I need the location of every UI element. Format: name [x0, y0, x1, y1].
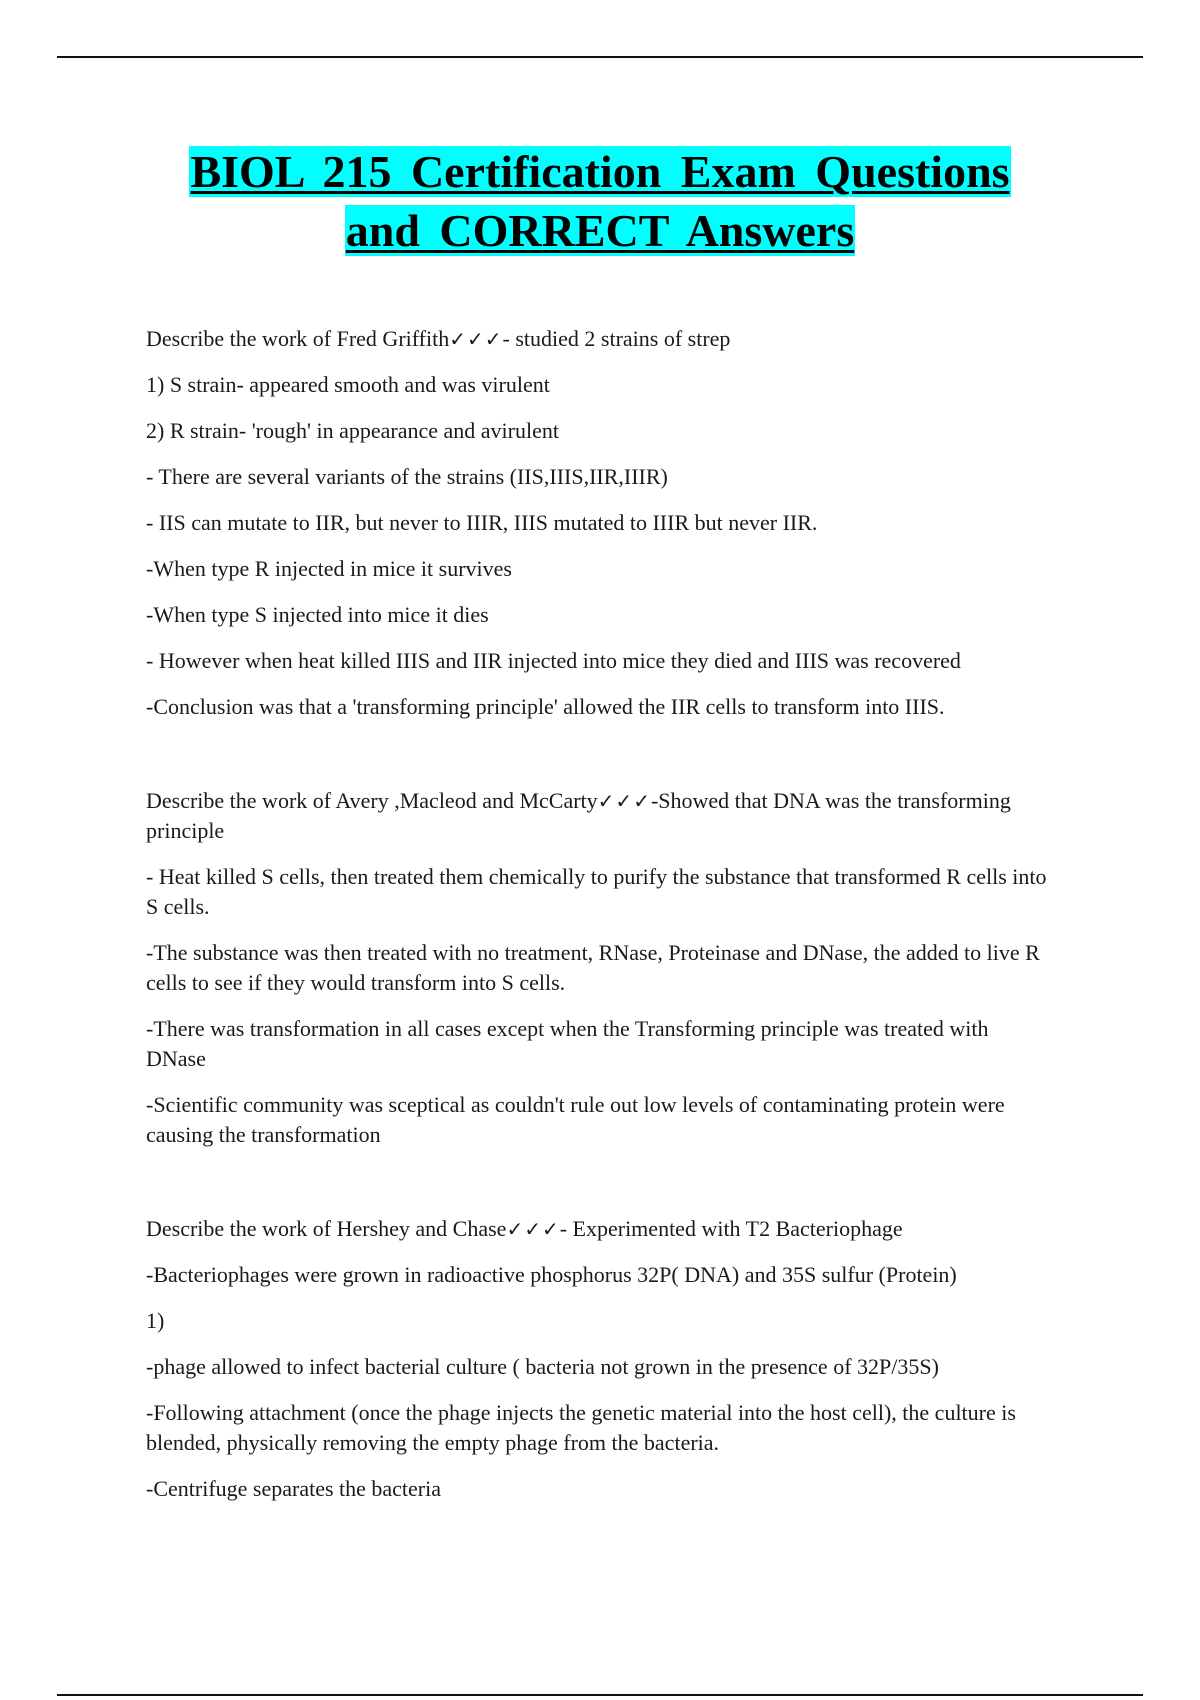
- answer-line: 1): [146, 1308, 165, 1333]
- document-body: [146, 324, 1052, 1520]
- answer-line: -The substance was then treated with no treatment, RNase, Proteinase and DNase, the added to live R cells to see if they would transform into S cells.: [146, 940, 1046, 995]
- question-line: [146, 324, 1052, 354]
- qa-section-griffith: [146, 324, 1052, 722]
- answer-line: -When type S injected into mice it dies: [146, 602, 489, 627]
- document-title: [0, 142, 1200, 260]
- question-text: Describe the work of Fred Griffith: [146, 326, 450, 351]
- page-bottom-rule: [57, 1694, 1143, 1696]
- answer-line: -Centrifuge separates the bacteria: [146, 1476, 442, 1501]
- qa-section-hershey-chase: [146, 1214, 1052, 1504]
- page-top-rule: [57, 56, 1143, 58]
- checkmark-icon: ✓✓✓: [506, 1217, 560, 1241]
- checkmark-icon: ✓✓✓: [449, 327, 503, 351]
- answer-line: -Conclusion was that a 'transforming principle' allowed the IIR cells to transform into IIIS.: [146, 694, 945, 719]
- checkmark-icon: ✓✓✓: [597, 789, 651, 813]
- question-line: [146, 1214, 1052, 1244]
- title-line-2: and CORRECT Answers: [345, 205, 855, 256]
- answer-line: -Following attachment (once the phage injects the genetic material into the host cell), the culture is blended, physically removing the empty phage from the bacteria.: [146, 1400, 1022, 1455]
- answer-intro: - studied 2 strains of strep: [502, 326, 731, 351]
- answer-line: 1) S strain- appeared smooth and was virulent: [146, 372, 550, 397]
- answer-line: -When type R injected in mice it survives: [146, 556, 512, 581]
- question-text: Describe the work of Avery ,Macleod and McCarty: [146, 788, 598, 813]
- answer-line: -phage allowed to infect bacterial culture ( bacteria not grown in the presence of 32P/35S): [146, 1354, 939, 1379]
- answer-line: - There are several variants of the strains (IIS,IIIS,IIR,IIIR): [146, 464, 668, 489]
- answer-intro: -Showed that DNA was the transforming principle: [146, 788, 1017, 843]
- answer-line: - However when heat killed IIIS and IIR injected into mice they died and IIIS was recovered: [146, 648, 961, 673]
- question-text: Describe the work of Hershey and Chase: [146, 1216, 507, 1241]
- answer-line: -Bacteriophages were grown in radioactive phosphorus 32P( DNA) and 35S sulfur (Protein): [146, 1262, 957, 1287]
- qa-section-avery: [146, 786, 1052, 1150]
- answer-intro: - Experimented with T2 Bacteriophage: [559, 1216, 903, 1241]
- answer-line: -Scientific community was sceptical as couldn't rule out low levels of contaminating protein were causing the transformation: [146, 1092, 1011, 1147]
- answer-line: 2) R strain- 'rough' in appearance and avirulent: [146, 418, 559, 443]
- answer-line: -There was transformation in all cases except when the Transforming principle was treated with DNase: [146, 1016, 994, 1071]
- answer-line: - Heat killed S cells, then treated them chemically to purify the substance that transformed R cells into S cells.: [146, 864, 1053, 919]
- question-line: [146, 786, 1052, 846]
- title-line-1: BIOL 215 Certification Exam Questions: [190, 146, 1010, 197]
- answer-line: - IIS can mutate to IIR, but never to IIIR, IIIS mutated to IIIR but never IIR.: [146, 510, 818, 535]
